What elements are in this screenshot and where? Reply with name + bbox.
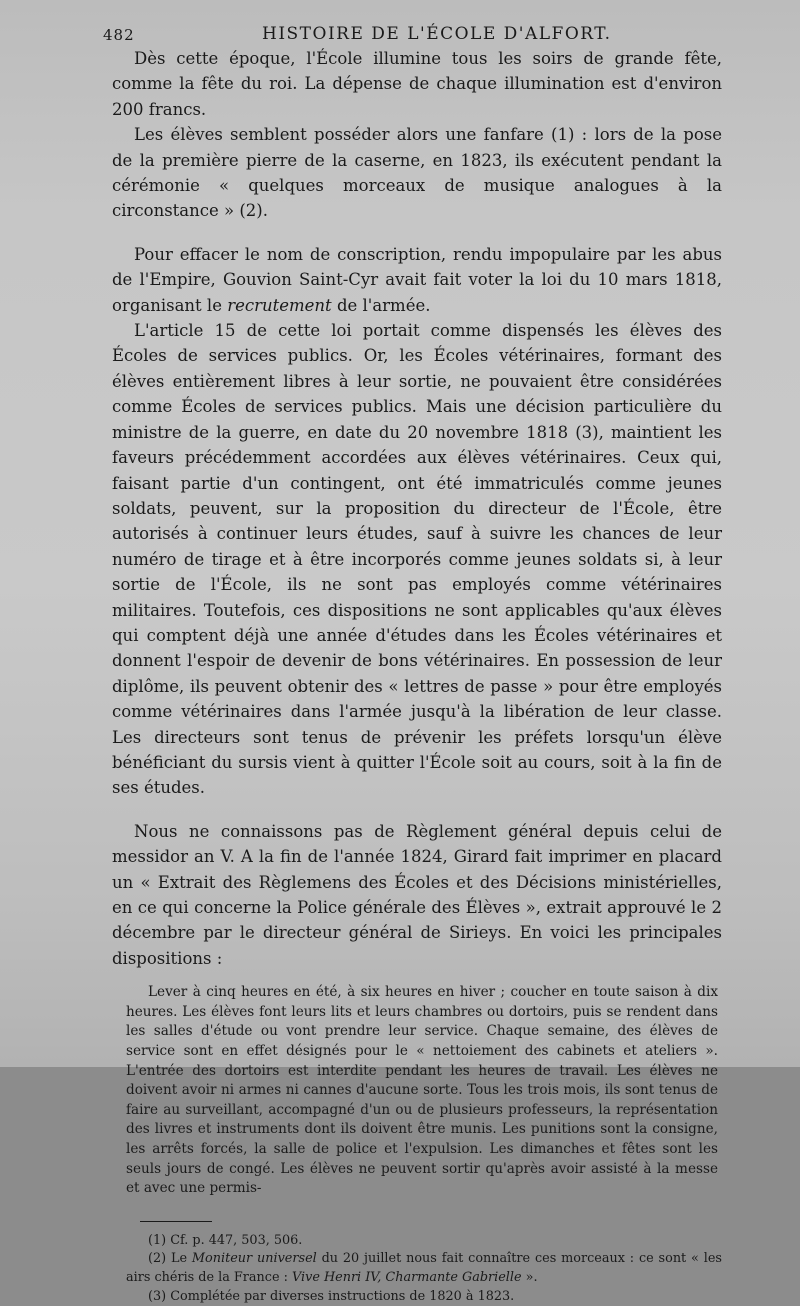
footnote-1: (1) Cf. p. 447, 503, 506. — [148, 1232, 303, 1248]
footnote-divider — [140, 1221, 212, 1222]
paragraph-reglement: Nous ne connaissons pas de Règlement général depuis celui de messidor an V. A la fin de l'année 1824, Girard fait imprimer en placard un « Extrait des Règlemens des Écoles et des Décisions ministérielles, en ce qui concerne la Police générale des Élèves », extrait approuvé le 2 décembre par le directeur général de Sirieys. En voici les principales dispositions : — [112, 821, 722, 968]
page-number: 482 — [103, 26, 135, 44]
paragraph-fanfare: Les élèves semblent posséder alors une fanfare (1) : lors de la pose de la première pierre de la caserne, en 1823, ils exécutent pendant la cérémonie « quelques morceaux de musique analogues à la circonstance » (2). — [112, 125, 722, 221]
paragraph-illumination: Dès cette époque, l'École illumine tous les soirs de grande fête, comme la fête du roi. La dépense de chaque illumination est d'environ 200 francs. — [112, 49, 722, 119]
footnote-2-end: ». — [521, 1269, 538, 1285]
paragraph-article-15: L'article 15 de cette loi portait comme dispensés les élèves des Écoles de services publics. Or, les Écoles vétérinaires, formant des élèves entièrement libres à leur sortie, ne pouvaient être considérées comme Écoles de services publics. Mais une décision particulière du ministre de la guerre, en date du 20 novembre 1818 (3), maintient les faveurs précédemment accordées aux élèves vétérinaires. Ceux qui, faisant partie d'un contingent, ont été immatriculés comme jeunes soldats, peuvent, sur la proposition du directeur de l'École, être autorisés à continuer leurs études, sauf à suivre les chances de leur numéro de tirage et à être incorporés comme jeunes soldats si, à leur sortie de l'École, ils ne sont pas employés comme vétérinaires militaires. Toutefois, ces dispositions ne sont applicables qu'aux élèves qui comptent déjà une année d'études dans les Écoles vétérinaires et donnent l'espoir de devenir de bons vétérinaires. En possession de leur diplôme, ils peuvent obtenir des « lettres de passe » pour être employés comme vétérinaires dans l'armée jusqu'à la libération de leur classe. Les directeurs sont tenus de prévenir les préfets lorsqu'un élève bénéficiant du sursis vient à quitter l'École soit au cours, soit à la fin de ses études. — [112, 321, 722, 798]
running-title: HISTOIRE DE L'ÉCOLE D'ALFORT. — [262, 24, 612, 44]
footnote-3: (3) Complétée par diverses instructions de 1820 à 1823. — [148, 1288, 515, 1304]
footnotes — [112, 1232, 722, 1306]
reglement-extract: Lever à cinq heures en été, à six heures en hiver ; coucher en toute saison à dix heures. Les élèves font leurs lits et leurs chambres ou dortoirs, puis se rendent dans les salles d'étude ou vont prendre leur service. Chaque semaine, des élèves de service sont en effet désignés pour le « nettoiement des cabinets et ateliers ». L'entrée des dortoirs est interdite pendant les heures de travail. Les élèves ne doivent avoir ni armes ni cannes d'aucune sorte. Tous les trois mois, ils sont tenus de faire au surveillant, accompagné d'un ou de plusieurs professeurs, la représentation des livres et instruments dont ils doivent être munis. Les punitions sont la consigne, les arrêts forcés, la salle de police et l'expulsion. Les dimanches et fêtes sont les seuls jours de congé. Les élèves ne peuvent sortir qu'après avoir assisté à la messe et avec une permis- — [126, 984, 718, 1197]
footnote-2 — [126, 1250, 722, 1287]
paragraph-conscription-start: Pour effacer le nom de conscription, rendu impopulaire par les abus de l'Empire, Gouvion Saint-Cyr avait fait voter la loi du 10 mars 1818, organisant le — [112, 244, 722, 315]
paragraph-conscription — [112, 242, 722, 318]
page-header — [0, 10, 800, 44]
footnote-2-italic-airs: Vive Henri IV, Charmante Gabrielle — [291, 1269, 522, 1285]
footnote-2-start: (2) Le — [148, 1251, 192, 1267]
footnote-2-italic-moniteur: Moniteur universel — [191, 1251, 317, 1267]
footnote-2-middle: du 20 juillet nous fait connaître ces morceaux : ce sont « les airs chéris de la France : — [126, 1251, 722, 1285]
paragraph-conscription-italic: recrutement — [227, 295, 332, 315]
paragraph-conscription-end: de l'armée. — [331, 295, 431, 315]
main-text — [112, 46, 722, 1306]
